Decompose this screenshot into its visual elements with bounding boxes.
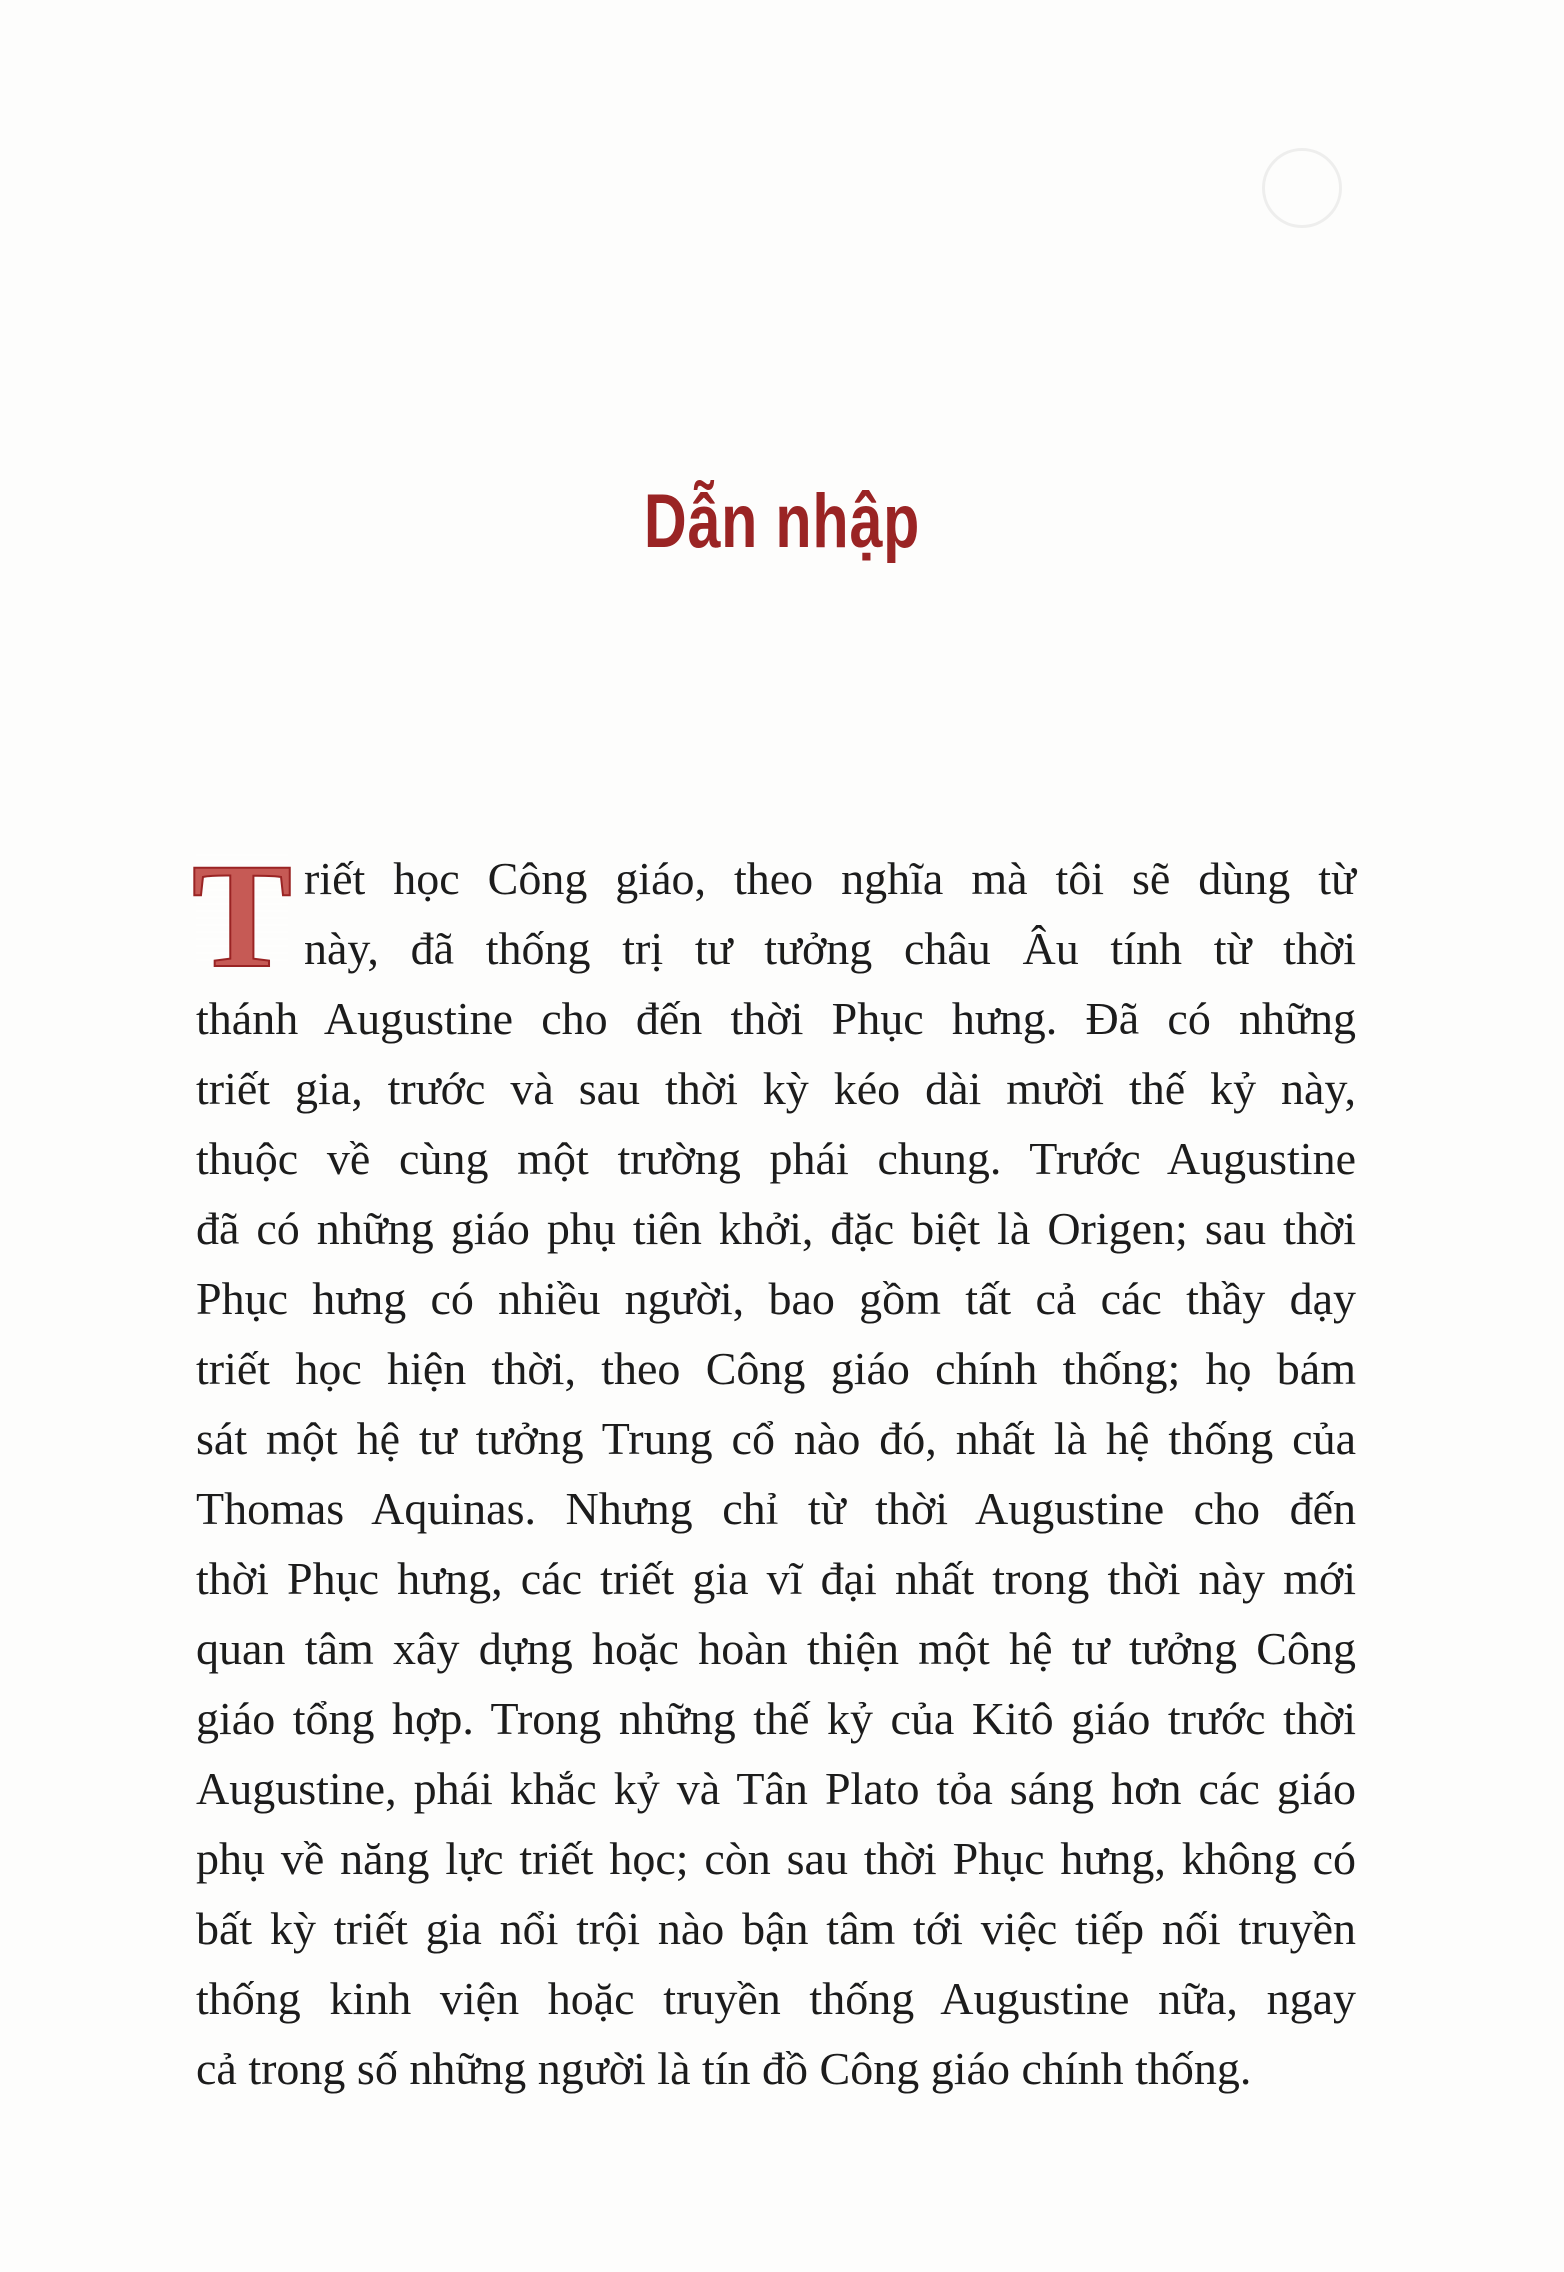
text-line: thuộc về cùng một trường phái chung. Trước Augustine [196,1133,1356,1184]
text-line: thống kinh viện hoặc truyền thống Augustine nữa, ngay [196,1973,1356,2024]
bleed-through-emblem [1262,148,1342,228]
text-line: Phục hưng có nhiều người, bao gồm tất cả các thầy dạy [196,1273,1356,1324]
body-paragraph [196,844,1356,2104]
text-line: triết học hiện thời, theo Công giáo chính thống; họ bám [196,1343,1356,1394]
text-line: thánh Augustine cho đến thời Phục hưng. Đã có những [196,993,1356,1044]
text-line: cả trong số những người là tín đồ Công giáo chính thống. [196,2043,1252,2094]
text-line: riết học Công giáo, theo nghĩa mà tôi sẽ dùng từ [304,853,1356,904]
text-line: bất kỳ triết gia nổi trội nào bận tâm tới việc tiếp nối truyền [196,1903,1356,1954]
text-line: thời Phục hưng, các triết gia vĩ đại nhất trong thời này mới [196,1553,1356,1604]
text-line: Augustine, phái khắc kỷ và Tân Plato tỏa sáng hơn các giáo [196,1763,1356,1814]
text-line: này, đã thống trị tư tưởng châu Âu tính từ thời [304,923,1356,974]
text-line: Thomas Aquinas. Nhưng chỉ từ thời Augustine cho đến [196,1483,1356,1534]
chapter-title: Dẫn nhập [643,479,921,564]
text-line: quan tâm xây dựng hoặc hoàn thiện một hệ tư tưởng Công [196,1623,1356,1674]
drop-cap-letter: T [191,833,293,999]
text-line: đã có những giáo phụ tiên khởi, đặc biệt là Origen; sau thời [196,1203,1356,1254]
text-line: sát một hệ tư tưởng Trung cổ nào đó, nhất là hệ thống của [196,1413,1356,1464]
text-line: giáo tổng hợp. Trong những thế kỷ của Kitô giáo trước thời [196,1693,1356,1744]
text-line: phụ về năng lực triết học; còn sau thời Phục hưng, không có [196,1833,1356,1884]
text-line: triết gia, trước và sau thời kỳ kéo dài mười thế kỷ này, [196,1063,1356,1114]
